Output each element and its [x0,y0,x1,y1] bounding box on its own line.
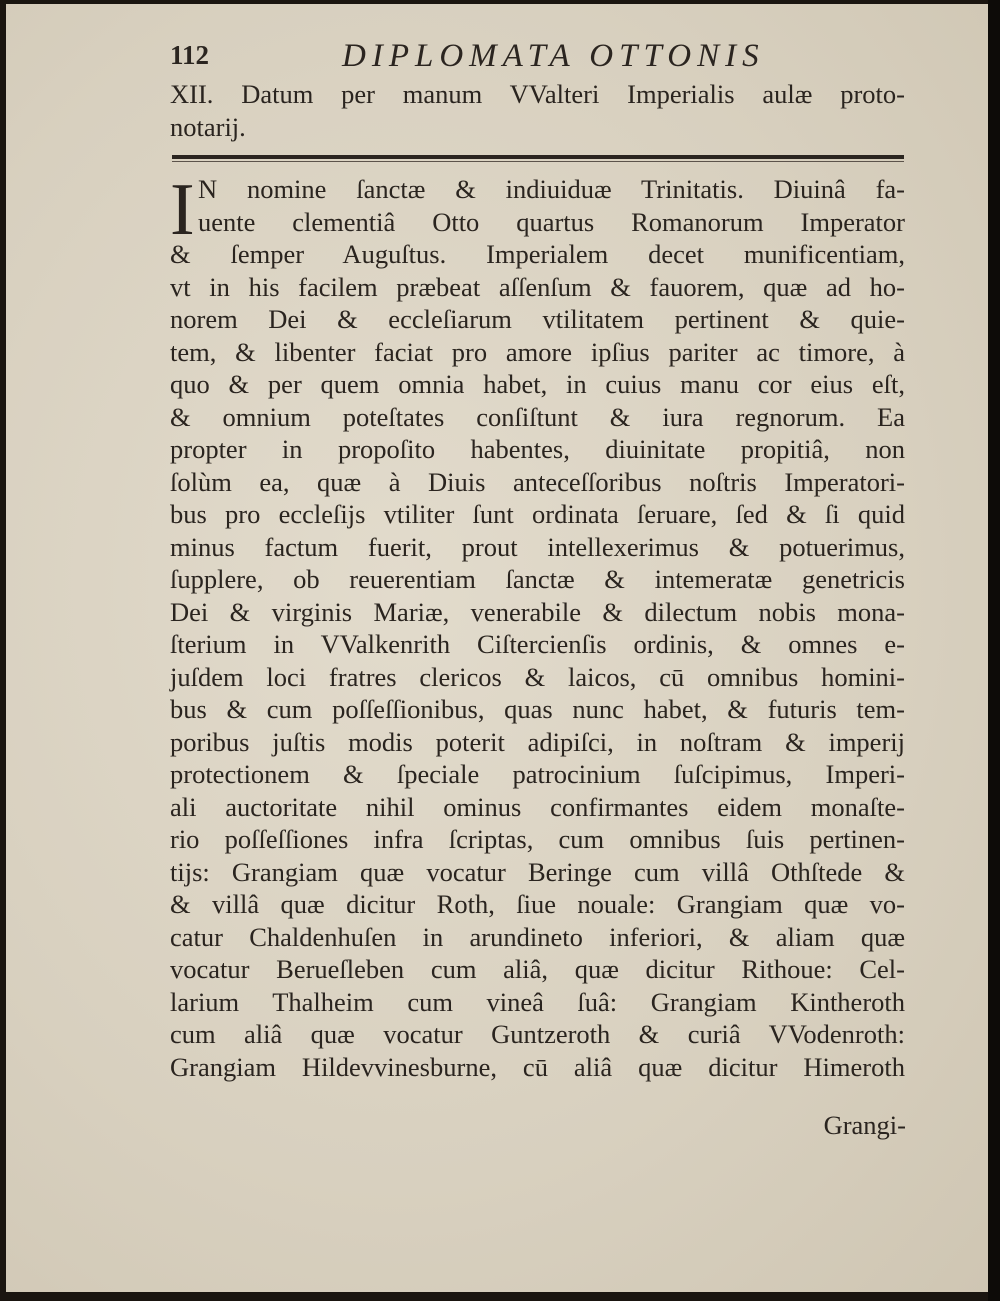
text-line: XII. Datum per manum VValteri Imperialis aulæ proto- [170,79,905,109]
running-title: DIPLOMATA OTTONIS [342,38,765,74]
text-line: ſupplere, ob reuerentiam ſanctæ & intemeratæ genetricis [170,564,905,594]
text-line: norem Dei & eccleſiarum vtilitatem pertinent & quie- [170,304,905,334]
previous-document-ending [170,78,905,143]
book-spine-edge [988,0,1000,1301]
text-line: Grangiam Hildevvinesburne, cū aliâ quæ dicitur Himeroth [170,1051,905,1082]
text-line: tem, & libenter faciat pro amore ipſius pariter ac timore, à [170,336,905,367]
text-line: larium Thalheim cum vineâ ſuâ: Grangiam Kintheroth [170,986,905,1017]
page-header [170,38,910,78]
text-line: catur Chaldenhuſen in arundineto inferiori, & aliam quæ [170,921,905,952]
text-line: minus factum fuerit, prout intellexerimus & potuerimus, [170,531,905,562]
initial-capital: I [170,169,195,251]
text-line: uente clementiâ Otto quartus Romanorum Imperator [198,206,905,237]
catchword: Grangi- [823,1110,906,1140]
text-line: N nomine ſanctæ & indiuiduæ Trinitatis. Diuinâ fa- [198,174,905,204]
section-divider-thin [172,161,904,162]
text-line: vt in his facilem præbeat aſſenſum & fauorem, quæ ad ho- [170,271,905,302]
text-line: notarij. [170,111,246,142]
text-line: poribus juſtis modis poterit adipiſci, in noſtram & imperij [170,726,905,757]
page-number: 112 [170,40,210,70]
text-line: ſolùm ea, quæ à Diuis anteceſſoribus noſtris Imperatori- [170,466,905,497]
section-divider [172,155,904,159]
text-line: quo & per quem omnia habet, in cuius manu cor eius eſt, [170,369,905,399]
text-line: ali auctoritate nihil ominus confirmantes eidem monaſte- [170,791,905,822]
text-line: Dei & virginis Mariæ, venerabile & dilectum nobis mona- [170,596,905,627]
text-line: vocatur Berueſleben cum aliâ, quæ dicitur Rithoue: Cel- [170,954,905,984]
text-line: juſdem loci fratres clericos & laicos, cū omnibus homini- [170,661,905,692]
text-line: ſterium in VValkenrith Ciſtercienſis ordinis, & omnes e- [170,629,905,659]
charter-text [170,169,905,1083]
text-line: cum aliâ quæ vocatur Guntzeroth & curiâ VVodenroth: [170,1019,905,1049]
text-line: bus pro eccleſijs vtiliter ſunt ordinata ſeruare, ſed & ſi quid [170,499,905,529]
text-line: & villâ quæ dicitur Roth, ſiue nouale: Grangiam quæ vo- [170,889,905,919]
text-line: protectionem & ſpeciale patrocinium ſuſcipimus, Imperi- [170,759,905,789]
text-line: tijs: Grangiam quæ vocatur Beringe cum villâ Othſtede & [170,856,905,887]
text-line: & omnium poteſtates conſiſtunt & iura regnorum. Ea [170,401,905,432]
text-line: propter in propoſito habentes, diuinitate propitiâ, non [170,434,905,464]
text-line: & ſemper Auguſtus. Imperialem decet munificentiam, [170,239,905,269]
text-line: rio poſſeſſiones infra ſcriptas, cum omnibus ſuis pertinen- [170,824,905,854]
text-line: bus & cum poſſeſſionibus, quas nunc habet, & futuris tem- [170,694,905,724]
